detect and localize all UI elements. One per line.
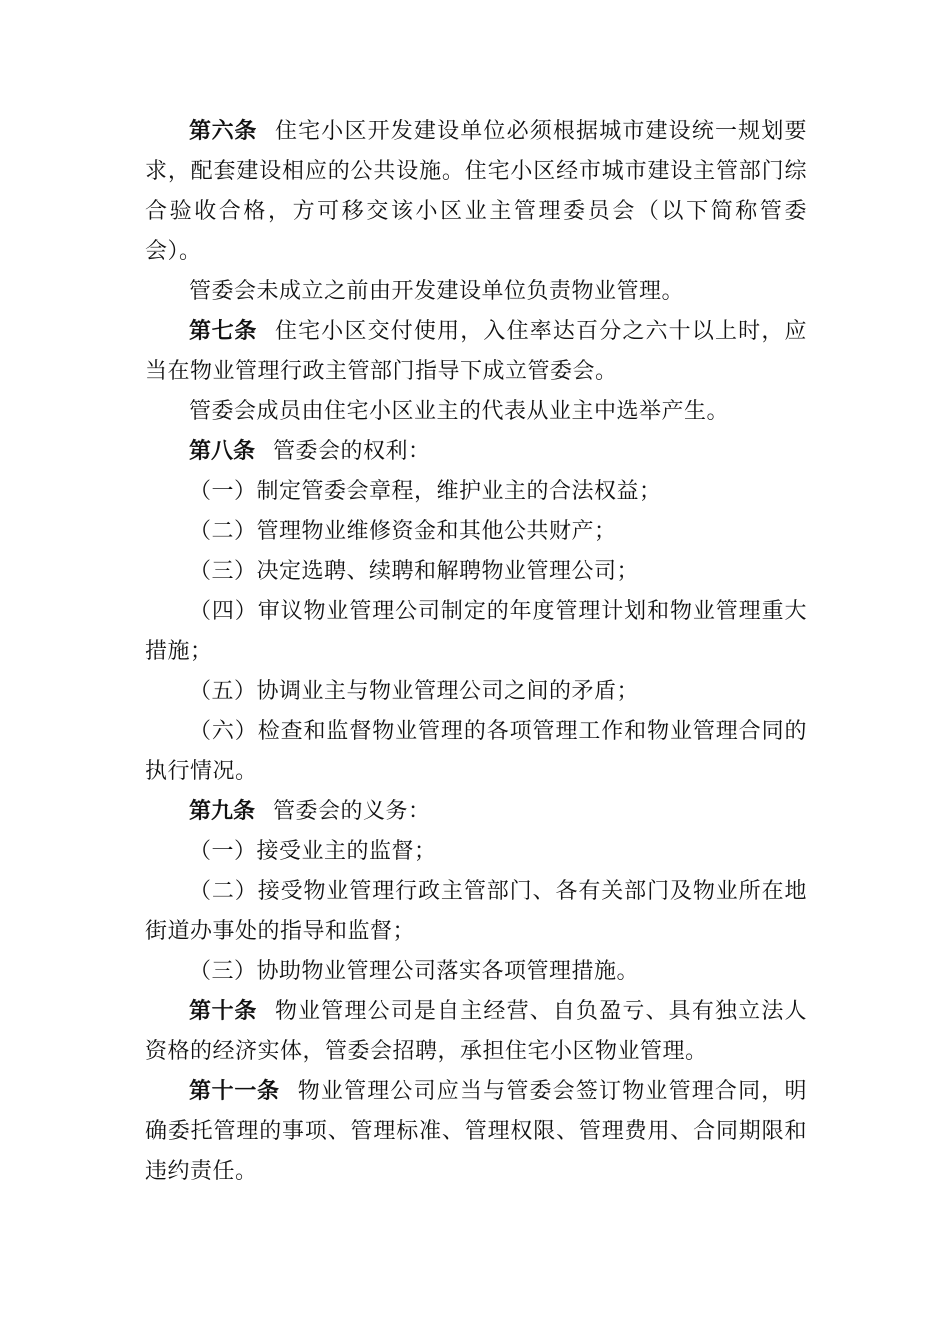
article-body: 管委会的权利：	[273, 439, 431, 464]
document-page	[145, 112, 807, 1192]
article-heading: 第十条	[189, 999, 257, 1024]
article-8-paragraph	[145, 432, 807, 472]
article-6-paragraph	[145, 112, 807, 272]
article-body: 物业管理公司应当与管委会签订物业管理合同，明确委托管理的事项、管理标准、管理权限、管理费用、合同期限和违约责任。	[145, 1079, 807, 1184]
list-item	[145, 672, 807, 712]
list-item-text: （五）协调业主与物业管理公司之间的矛盾；	[189, 679, 640, 704]
article-heading: 第七条	[189, 319, 257, 344]
paragraph-text: 管委会未成立之前由开发建设单位负责物业管理。	[189, 279, 685, 304]
article-heading: 第六条	[189, 119, 257, 144]
list-item-text: （四）审议物业管理公司制定的年度管理计划和物业管理重大措施；	[145, 599, 807, 664]
list-item-text: （三）决定选聘、续聘和解聘物业管理公司；	[189, 559, 640, 584]
article-11-paragraph	[145, 1072, 807, 1192]
list-item	[145, 952, 807, 992]
list-item-text: （二）接受物业管理行政主管部门、各有关部门及物业所在地街道办事处的指导和监督；	[145, 879, 807, 944]
article-heading: 第九条	[189, 799, 256, 824]
article-body: 管委会的义务：	[273, 799, 431, 824]
article-body: 物业管理公司是自主经营、自负盈亏、具有独立法人资格的经济实体，管委会招聘，承担住宅小区物业管理。	[145, 999, 807, 1064]
list-item	[145, 832, 807, 872]
article-7-paragraph	[145, 312, 807, 392]
list-item-text: （一）制定管委会章程，维护业主的合法权益；	[189, 479, 662, 504]
list-item-text: （一）接受业主的监督；	[189, 839, 437, 864]
list-item	[145, 512, 807, 552]
list-item	[145, 872, 807, 952]
list-item	[145, 472, 807, 512]
article-heading: 第十一条	[189, 1079, 280, 1104]
paragraph-text: 管委会成员由住宅小区业主的代表从业主中选举产生。	[189, 399, 730, 424]
paragraph	[145, 272, 807, 312]
list-item	[145, 552, 807, 592]
article-9-paragraph	[145, 792, 807, 832]
article-heading: 第八条	[189, 439, 256, 464]
list-item	[145, 592, 807, 672]
article-body: 住宅小区开发建设单位必须根据城市建设统一规划要求，配套建设相应的公共设施。住宅小区经市城市建设主管部门综合验收合格，方可移交该小区业主管理委员会（以下简称管委会）。	[145, 119, 807, 264]
article-body: 住宅小区交付使用，入住率达百分之六十以上时，应当在物业管理行政主管部门指导下成立管委会。	[145, 319, 807, 384]
list-item	[145, 712, 807, 792]
paragraph	[145, 392, 807, 432]
list-item-text: （二）管理物业维修资金和其他公共财产；	[189, 519, 617, 544]
list-item-text: （六）检查和监督物业管理的各项管理工作和物业管理合同的执行情况。	[145, 719, 807, 784]
article-10-paragraph	[145, 992, 807, 1072]
list-item-text: （三）协助物业管理公司落实各项管理措施。	[189, 959, 640, 984]
